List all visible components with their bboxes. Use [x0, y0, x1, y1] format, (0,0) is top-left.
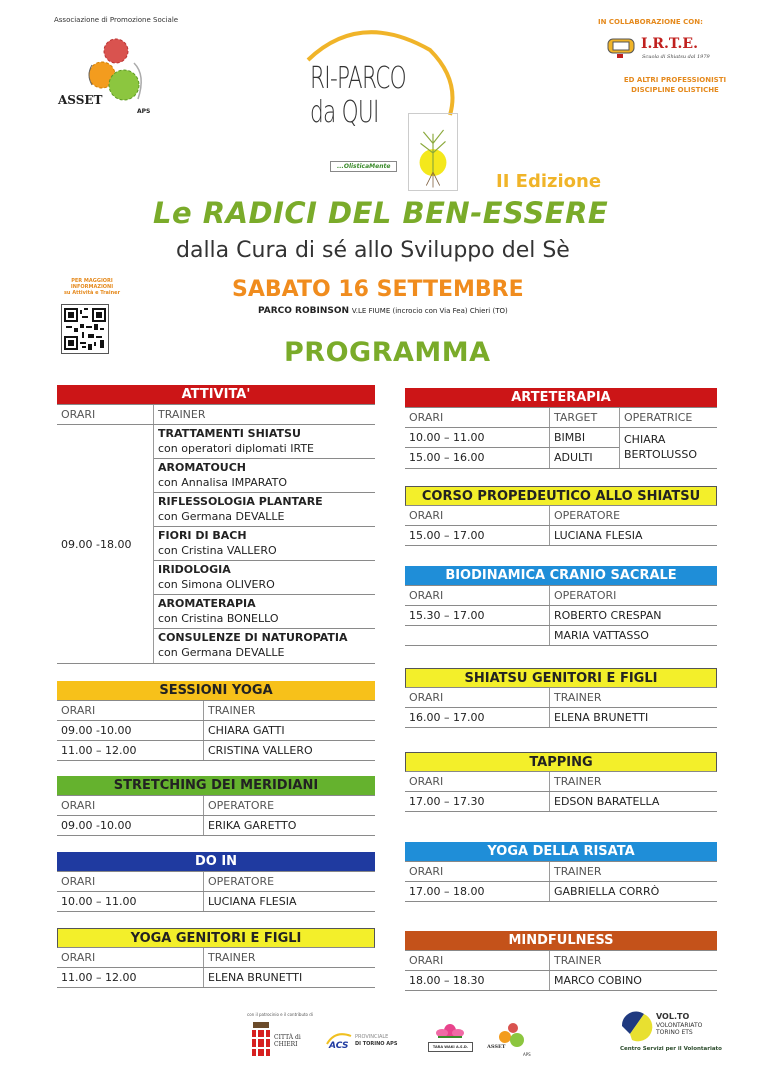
asset-footer-logo [487, 1022, 537, 1058]
attivita-item-trainer: con Simona OLIVERO [158, 578, 275, 591]
chieri-logo [250, 1020, 310, 1060]
attivita-item-trainer: con Germana DEVALLE [158, 510, 285, 523]
table-row [405, 882, 717, 902]
chieri-crest-icon [250, 1022, 272, 1058]
info-line1: PER MAGGIORI [71, 278, 113, 284]
info-label [56, 278, 128, 296]
attivita-item [154, 595, 375, 629]
edition-label: II Edizione [496, 171, 602, 192]
row-time: 17.00 – 17.30 [409, 795, 485, 808]
col-person: OPERATORE [549, 506, 717, 525]
table-row [57, 816, 375, 836]
schedule-table [57, 928, 375, 988]
col-orari: ORARI [409, 411, 444, 424]
col-orari: ORARI [61, 799, 96, 812]
row-person: ERIKA GARETTO [203, 816, 375, 835]
association-label: Associazione di Promozione Sociale [54, 16, 179, 24]
col-orari: ORARI [409, 865, 444, 878]
table-row [57, 968, 375, 988]
attivita-item-title: IRIDOLOGIA [158, 563, 231, 576]
acs-icon [325, 1030, 353, 1052]
volto-logo [618, 1010, 758, 1066]
row-person: CRISTINA VALLERO [203, 741, 375, 760]
arte-time-2: 15.00 – 16.00 [409, 451, 485, 464]
attivita-item-trainer: con Germana DEVALLE [158, 646, 285, 659]
col-operatrice: OPERATRICE [619, 408, 717, 427]
row-time: 18.00 – 18.30 [409, 974, 485, 987]
table-row [57, 721, 375, 741]
table-title: BIODINAMICA CRANIO SACRALE [405, 566, 717, 586]
table-row [405, 708, 717, 728]
row-time: 16.00 – 17.00 [409, 711, 485, 724]
schedule-table [57, 776, 375, 836]
schedule-table [57, 852, 375, 912]
schedule-table [405, 566, 717, 646]
qr-code[interactable] [61, 304, 109, 354]
venue [258, 306, 508, 316]
info-line2: INFORMAZIONI [70, 284, 114, 290]
row-time: 09.00 -10.00 [61, 819, 132, 832]
venue-name: PARCO ROBINSON [258, 306, 350, 316]
row-person: LUCIANA FLESIA [549, 526, 717, 545]
tarawaki-text: TARA WAKI A.S.D. [428, 1042, 473, 1052]
table-row [57, 741, 375, 761]
row-time: 10.00 – 11.00 [61, 895, 137, 908]
event-date: SABATO 16 SETTEMBRE [232, 277, 524, 302]
operatrice-line2: BERTOLUSSO [624, 448, 697, 461]
table-title: SHIATSU GENITORI E FIGLI [405, 668, 717, 688]
svg-text:ACS: ACS [329, 1041, 349, 1051]
attivita-item [154, 561, 375, 595]
table-row [405, 971, 717, 991]
irte-logo-icon [606, 37, 636, 59]
col-person: OPERATORE [203, 796, 375, 815]
altri-professionisti [605, 75, 745, 95]
volto-icon [618, 1010, 654, 1042]
acs-line2: DI TORINO APS [355, 1041, 398, 1047]
acs-line1: PROVINCIALE [355, 1034, 389, 1040]
attivita-item [154, 493, 375, 527]
irte-subtitle: Scuola di Shiatsu dal 1979 [642, 54, 710, 60]
col-orari: ORARI [409, 589, 444, 602]
row-time: 15.30 – 17.00 [409, 609, 485, 622]
col-person: OPERATORE [203, 872, 375, 891]
row-time: 11.00 – 12.00 [61, 971, 137, 984]
altri-line1: ED ALTRI PROFESSIONISTI [623, 76, 727, 84]
attivita-time: 09.00 -18.00 [61, 537, 132, 551]
attivita-table [57, 385, 375, 664]
asset-aps: APS [137, 108, 151, 115]
arte-target-2: ADULTI [549, 448, 619, 468]
programma-heading: PROGRAMMA [284, 337, 491, 368]
arteterapia-table [405, 388, 717, 469]
arteterapia-title: ARTETERAPIA [405, 388, 717, 408]
attivita-item-trainer: con Cristina VALLERO [158, 544, 277, 557]
table-title: DO IN [57, 852, 375, 872]
olisticamente-tag: ...OlisticaMente [330, 161, 397, 172]
operatrice-line1: CHIARA [624, 433, 666, 446]
asset-name: ASSET [58, 93, 103, 107]
attivita-item-title: CONSULENZE DI NATUROPATIA [158, 631, 348, 644]
col-orari: ORARI [409, 509, 444, 522]
tree-sun-icon [408, 113, 458, 191]
col-person: TRAINER [549, 688, 717, 707]
row-person: LUCIANA FLESIA [203, 892, 375, 911]
riparco-line1: RI-PARCO [310, 61, 406, 96]
venue-detail: V.LE FIUME (incrocio con Via Fea) Chieri (TO) [351, 307, 508, 315]
attivita-item-title: RIFLESSOLOGIA PLANTARE [158, 495, 323, 508]
col-target: TARGET [549, 408, 619, 427]
col-person: TRAINER [549, 862, 717, 881]
chieri-text: CITTÀ di CHIERI [274, 1034, 301, 1048]
acs-logo [325, 1030, 410, 1054]
attivita-item-title: TRATTAMENTI SHIATSU [158, 427, 301, 440]
col-person: OPERATORI [549, 586, 717, 605]
attivita-item-title: AROMATERAPIA [158, 597, 256, 610]
col-orari: ORARI [61, 704, 96, 717]
riparco-logo-text [310, 62, 406, 130]
schedule-table [405, 752, 717, 812]
table-row [405, 606, 717, 626]
schedule-table [405, 668, 717, 728]
row-time: 17.00 – 18.00 [409, 885, 485, 898]
arte-target-1: BIMBI [549, 428, 619, 447]
volto-line4: Centro Servizi per il Volontariato [620, 1046, 722, 1052]
col-person: TRAINER [203, 701, 375, 720]
schedule-table [405, 931, 717, 991]
attivita-item-title: AROMATOUCH [158, 461, 247, 474]
lotus-icon [428, 1022, 473, 1038]
attivita-item-title: FIORI DI BACH [158, 529, 247, 542]
collab-label: IN COLLABORAZIONE CON: [598, 18, 703, 26]
asset-footer-aps: APS [523, 1052, 531, 1057]
volto-line2: VOLONTARIATO [656, 1022, 703, 1029]
col-orari: ORARI [409, 775, 444, 788]
row-time [405, 626, 549, 645]
table-row [405, 626, 717, 646]
altri-line2: DISCIPLINE OLISTICHE [631, 86, 719, 94]
row-person: MARIA VATTASSO [549, 626, 717, 645]
col-orari: ORARI [61, 408, 96, 421]
patrocinio-label: con il patrocinio e il contributo di [247, 1012, 313, 1017]
attivita-title: ATTIVITA' [57, 385, 375, 405]
row-time: 11.00 – 12.00 [61, 744, 137, 757]
attivita-item [154, 425, 375, 459]
riparco-line2: da QUI [310, 95, 379, 130]
volto-line1: VOL.TO [656, 1012, 690, 1021]
row-person: EDSON BARATELLA [549, 792, 717, 811]
main-title: Le RADICI DEL BEN-ESSERE [153, 196, 609, 230]
qr-code-icon [64, 307, 106, 351]
row-person: GABRIELLA CORRÒ [549, 882, 717, 901]
tarawaki-logo [428, 1022, 473, 1054]
table-title: MINDFULNESS [405, 931, 717, 951]
row-time: 15.00 – 17.00 [409, 529, 485, 542]
irte-name: I.R.T.E. [641, 36, 698, 52]
col-orari: ORARI [61, 875, 96, 888]
schedule-table [405, 486, 717, 546]
row-person: MARCO COBINO [549, 971, 717, 990]
table-row [57, 892, 375, 912]
arte-operatrice [619, 428, 717, 468]
attivita-item [154, 459, 375, 493]
table-row [405, 792, 717, 812]
col-orari: ORARI [61, 951, 96, 964]
col-person: TRAINER [203, 948, 375, 967]
schedule-table [57, 681, 375, 761]
volto-line3: TORINO ETS [656, 1029, 693, 1036]
attivita-item [154, 629, 375, 663]
col-person: TRAINER [549, 951, 717, 970]
info-line3: su Attività e Trainer [63, 290, 121, 296]
schedule-table [405, 842, 717, 902]
col-trainer: TRAINER [153, 405, 375, 424]
subtitle: dalla Cura di sé allo Sviluppo del Sè [176, 238, 570, 263]
asset-footer-name: ASSET [487, 1044, 506, 1050]
col-orari: ORARI [409, 954, 444, 967]
row-person: CHIARA GATTI [203, 721, 375, 740]
attivita-item-trainer: con Cristina BONELLO [158, 612, 279, 625]
arte-time-1: 10.00 – 11.00 [409, 431, 485, 444]
table-title: YOGA DELLA RISATA [405, 842, 717, 862]
attivita-item-trainer: con Annalisa IMPARATO [158, 476, 287, 489]
table-title: STRETCHING DEI MERIDIANI [57, 776, 375, 796]
table-title: YOGA GENITORI E FIGLI [57, 928, 375, 948]
col-orari: ORARI [409, 691, 444, 704]
attivita-item [154, 527, 375, 561]
table-title: TAPPING [405, 752, 717, 772]
row-person: ELENA BRUNETTI [203, 968, 375, 987]
table-row [405, 526, 717, 546]
row-person: ELENA BRUNETTI [549, 708, 717, 727]
attivita-item-trainer: con operatori diplomati IRTE [158, 442, 314, 455]
table-title: CORSO PROPEDEUTICO ALLO SHIATSU [405, 486, 717, 506]
row-person: ROBERTO CRESPAN [549, 606, 717, 625]
col-person: TRAINER [549, 772, 717, 791]
row-time: 09.00 -10.00 [61, 724, 132, 737]
table-title: SESSIONI YOGA [57, 681, 375, 701]
